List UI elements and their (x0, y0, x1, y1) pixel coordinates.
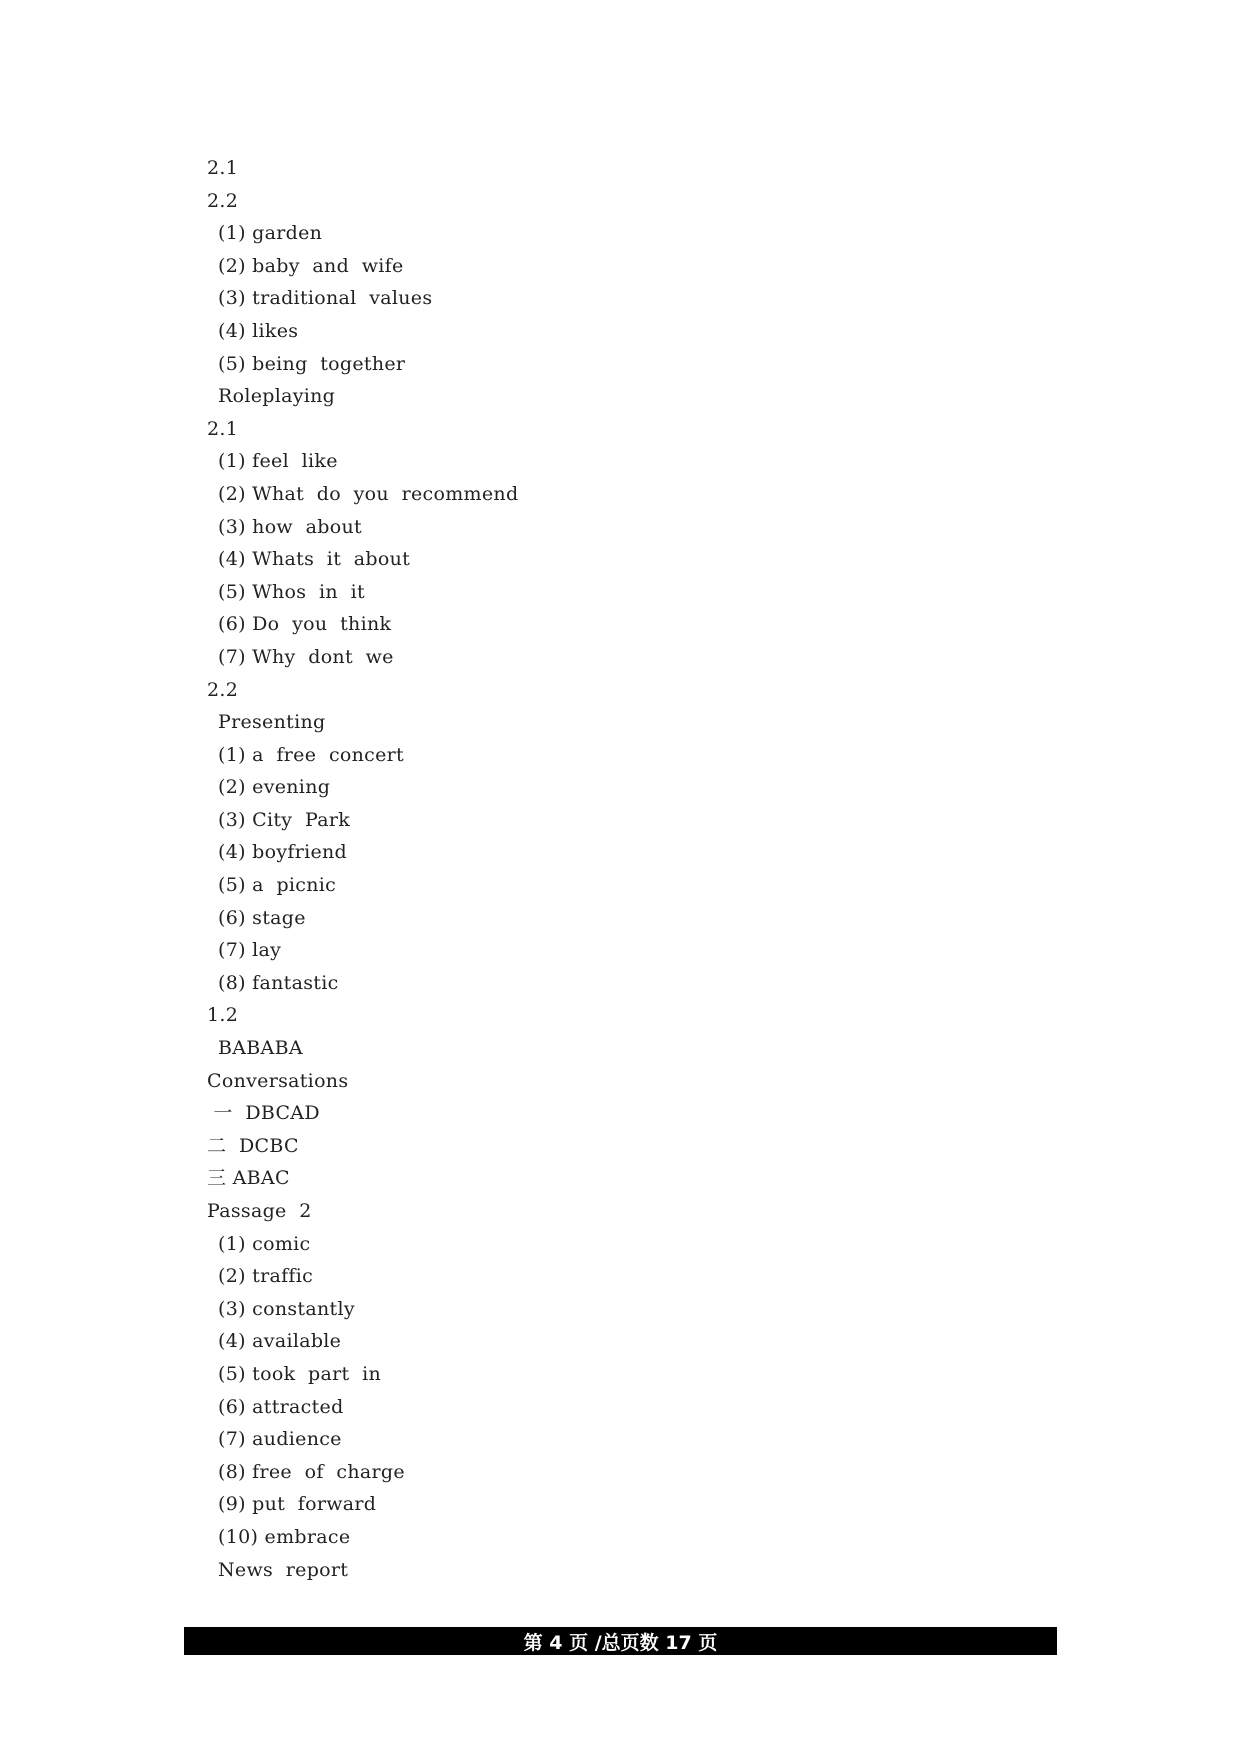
answer-line: Roleplaying (218, 385, 336, 408)
answer-line: Passage 2 (207, 1200, 312, 1222)
answer-line: (4) available (218, 1330, 342, 1353)
answer-line: (2) evening (218, 776, 331, 799)
answer-line: (3) how about (218, 515, 362, 538)
answer-line: (3) City Park (218, 808, 351, 831)
answer-line: Conversations (207, 1069, 349, 1092)
answer-line: 2.2 (207, 678, 239, 701)
answer-line: 一 DBCAD (207, 1102, 320, 1125)
answer-line: (10) embrace (218, 1525, 351, 1548)
answer-line: (8) free of charge (218, 1460, 405, 1483)
answer-line: (9) put forward (218, 1493, 377, 1516)
page-footer-bar (184, 1627, 1057, 1655)
answer-line: Presenting (218, 711, 326, 734)
answer-line: (2) What do you recommend (218, 482, 519, 505)
page-number-label: 第 4 页 /总页数 17 页 (523, 1631, 718, 1654)
answer-line: (3) traditional values (218, 287, 433, 310)
answer-line: (5) being together (218, 352, 406, 375)
answer-line: 1.2 (207, 1004, 239, 1027)
answer-line: (7) Why dont we (218, 645, 394, 668)
answer-line: 2.1 (207, 157, 239, 179)
answer-line: (1) garden (218, 222, 323, 245)
answer-line: 2.2 (207, 189, 239, 212)
answer-line: (4) boyfriend (218, 841, 348, 864)
answer-line: (2) traffic (218, 1265, 314, 1288)
answer-line: (6) attracted (218, 1395, 344, 1418)
answer-line: (5) a picnic (218, 874, 337, 897)
answer-line: (1) feel like (218, 450, 338, 473)
answer-line: (4) Whats it about (218, 548, 411, 571)
answer-line: (1) a free concert (218, 743, 404, 766)
answer-line: (5) took part in (218, 1362, 382, 1385)
answer-line: (6) Do you think (218, 613, 392, 636)
answer-line: (1) comic (218, 1232, 311, 1255)
answer-line: (3) constantly (218, 1297, 355, 1320)
answer-line: News report (218, 1558, 349, 1581)
answer-line: (4) likes (218, 319, 299, 342)
answer-line: (5) Whos in it (218, 580, 365, 603)
answer-list (207, 152, 1057, 1586)
answer-line: (7) lay (218, 939, 282, 962)
answer-line: (8) fantastic (218, 971, 339, 994)
answer-line: BABABA (218, 1037, 303, 1060)
answer-line: (2) baby and wife (218, 254, 404, 277)
answer-line: (6) stage (218, 906, 306, 929)
answer-line: (7) audience (218, 1428, 342, 1451)
answer-line: 三 ABAC (207, 1167, 290, 1190)
answer-line: 2.1 (207, 417, 239, 440)
answer-line: 二 DCBC (207, 1134, 299, 1157)
